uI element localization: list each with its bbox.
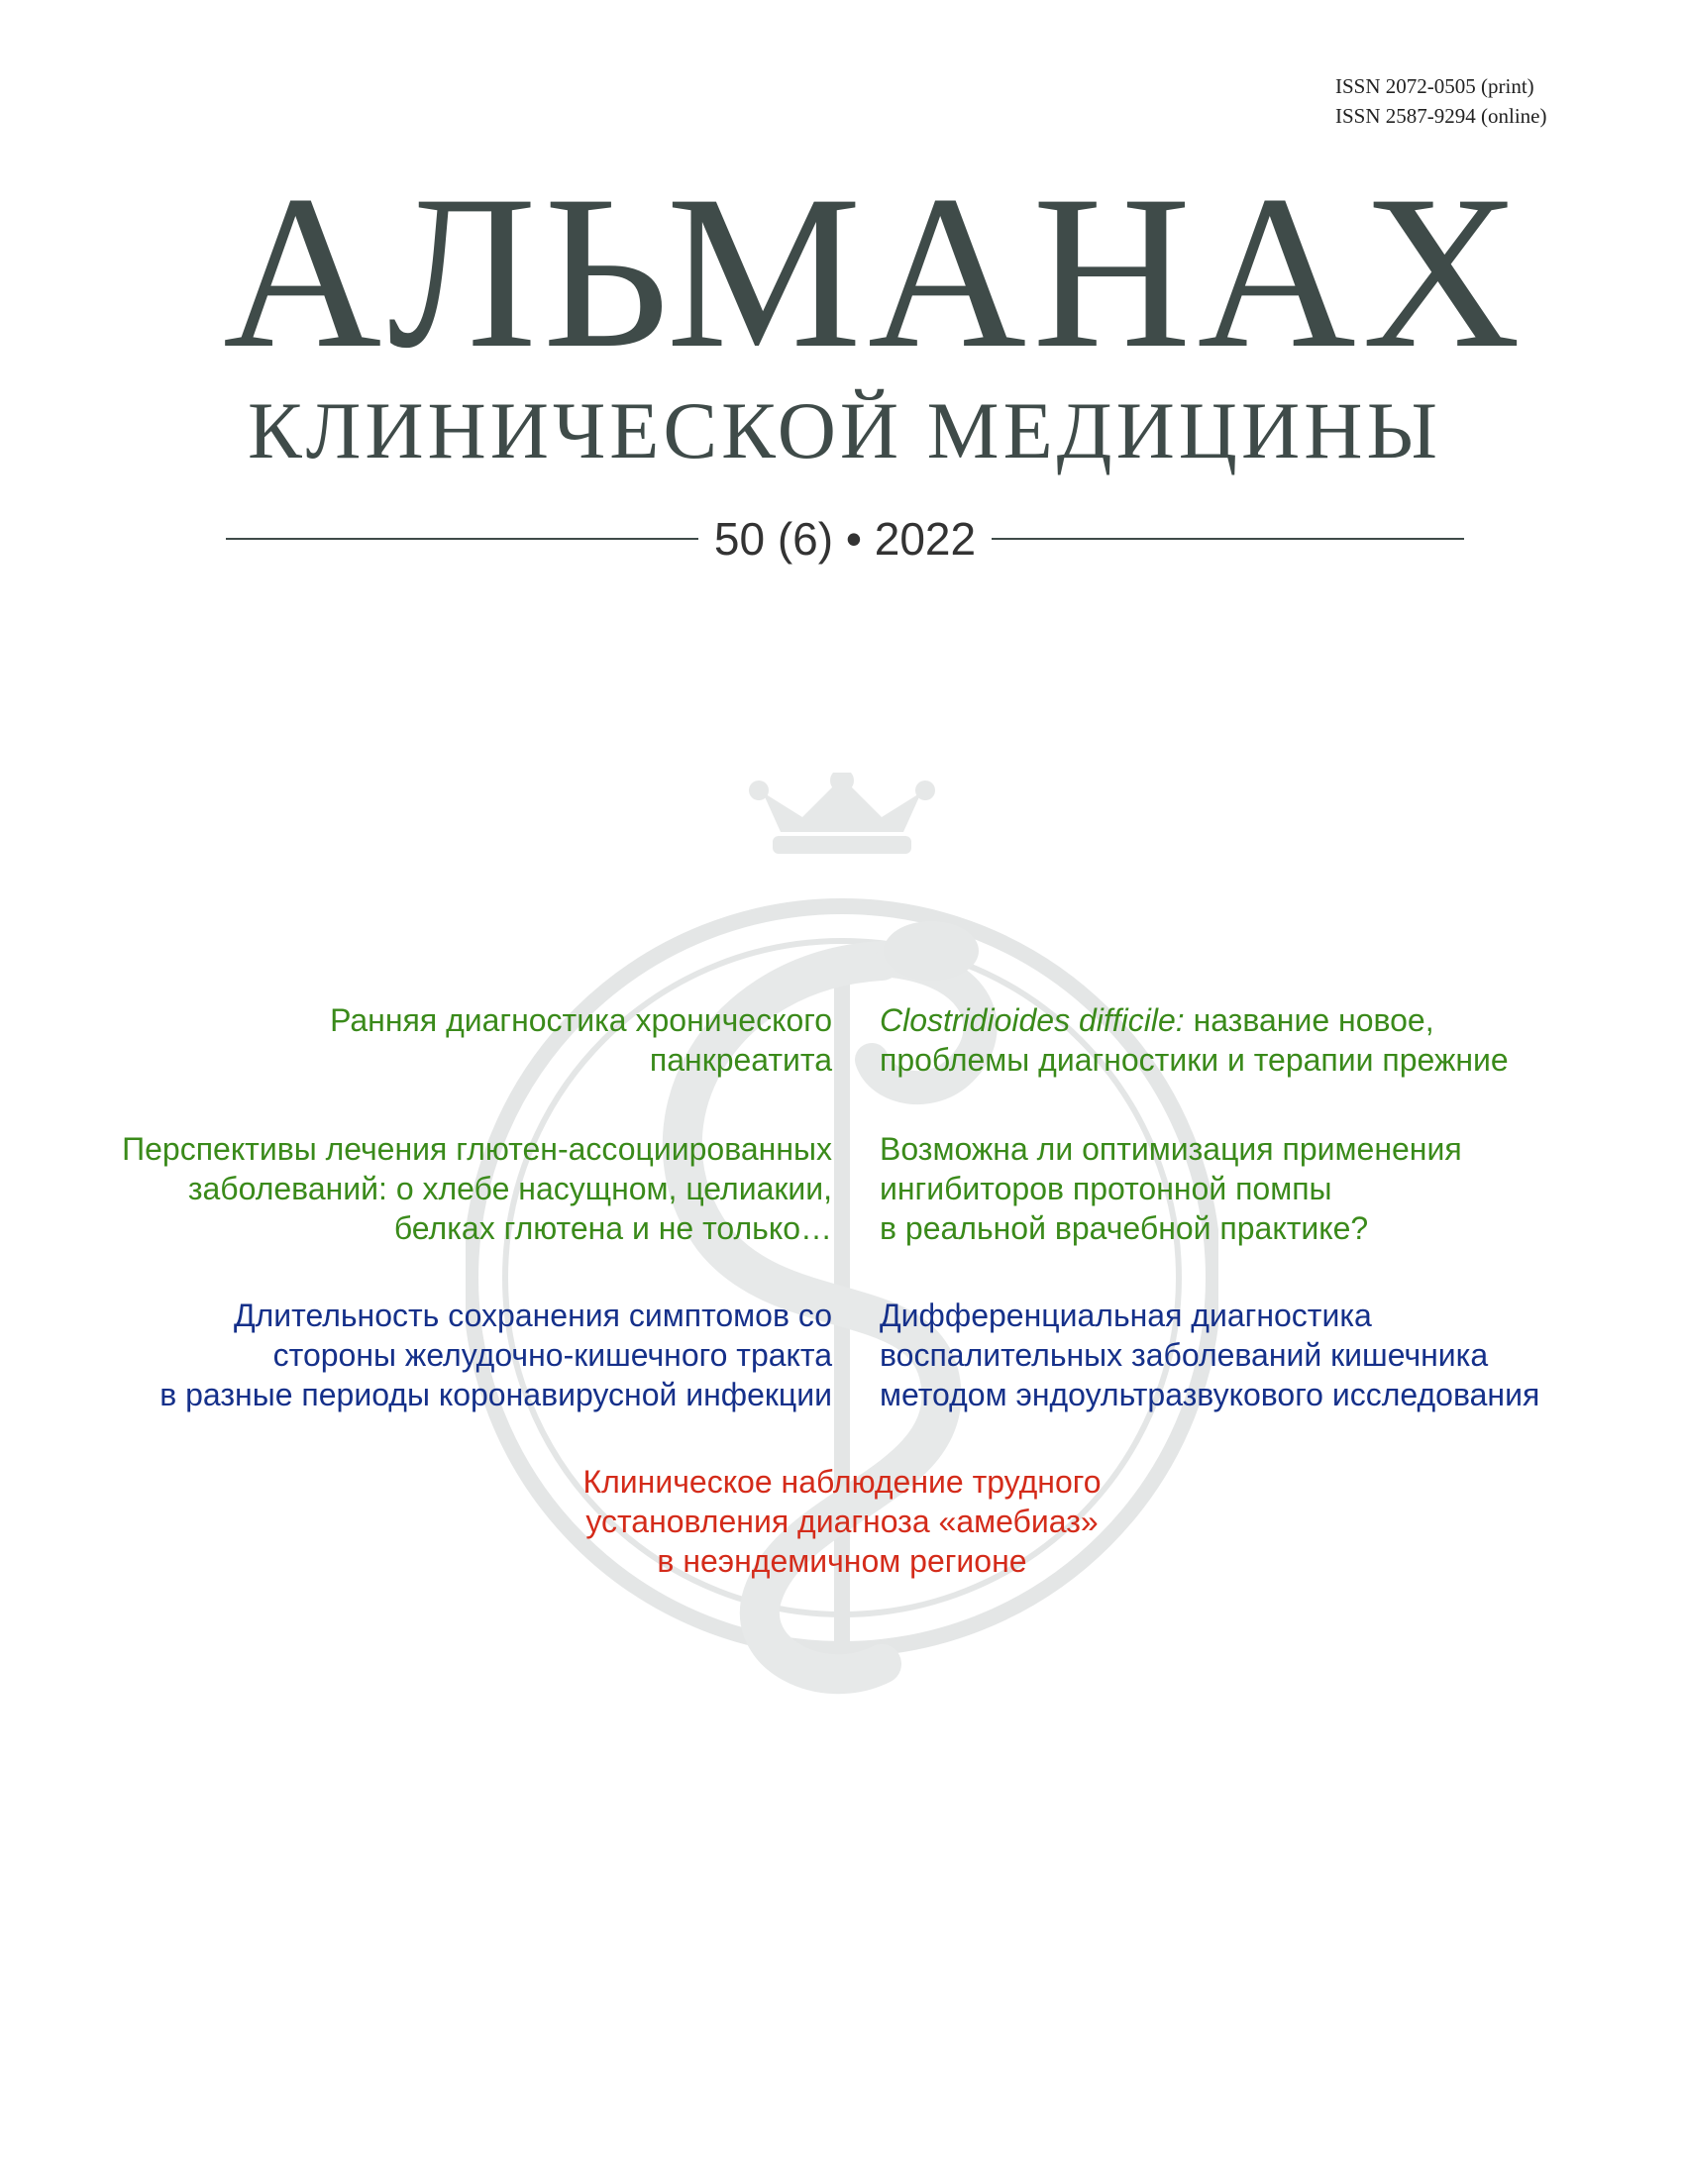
issue-line (226, 505, 1464, 572)
article-line: Возможна ли оптимизация применения (880, 1131, 1462, 1167)
article-early-pancreatitis[interactable] (218, 1000, 832, 1080)
article-gluten[interactable] (99, 1129, 832, 1248)
article-ibd-eus[interactable] (880, 1296, 1613, 1414)
issn-online: ISSN 2587-9294 (online) (1335, 104, 1547, 128)
rule-right (992, 538, 1464, 540)
article-line: воспалительных заболеваний кишечника (880, 1337, 1489, 1373)
article-line: заболеваний: о хлебе насущном, целиакии, (187, 1171, 832, 1206)
article-line: проблемы диагностики и терапии прежние (880, 1042, 1509, 1078)
journal-title: АЛЬМАНАХ (223, 151, 1527, 394)
article-amebiasis[interactable] (515, 1462, 1169, 1581)
article-ppi[interactable] (880, 1129, 1593, 1248)
rule-left (226, 538, 698, 540)
article-italic-term: Clostridioides difficile: (880, 1002, 1185, 1038)
article-line: методом эндоультразвукового исследования (880, 1377, 1540, 1412)
article-clostridioides[interactable] (880, 1000, 1593, 1080)
article-line: в разные периоды коронавирусной инфекции (159, 1377, 832, 1412)
article-line: панкреатита (649, 1042, 832, 1078)
crown-icon (749, 773, 935, 854)
issue-number: 50 (6) • 2022 (713, 513, 977, 565)
article-line: название новое, (1184, 1002, 1434, 1038)
article-line: установления диагноза «амебиаз» (585, 1504, 1099, 1539)
article-covid-gi[interactable] (99, 1296, 832, 1414)
article-line: Дифференциальная диагностика (880, 1298, 1372, 1333)
article-line: Длительность сохранения симптомов со (233, 1298, 832, 1333)
article-line: ингибиторов протонной помпы (880, 1171, 1332, 1206)
article-line: Перспективы лечения глютен-ассоциированных (122, 1131, 832, 1167)
article-line: белках глютена и не только… (393, 1210, 832, 1246)
article-line: Ранняя диагностика хронического (330, 1002, 832, 1038)
article-line: Клиническое наблюдение трудного (582, 1464, 1102, 1500)
article-line: в неэндемичном регионе (657, 1543, 1027, 1579)
article-line: в реальной врачебной практике? (880, 1210, 1369, 1246)
issn-print: ISSN 2072-0505 (print) (1335, 74, 1534, 98)
journal-subtitle: КЛИНИЧЕСКОЙ МЕДИЦИНЫ (248, 385, 1441, 475)
article-line: стороны желудочно-кишечного тракта (272, 1337, 832, 1373)
issn-block (1335, 71, 1547, 131)
